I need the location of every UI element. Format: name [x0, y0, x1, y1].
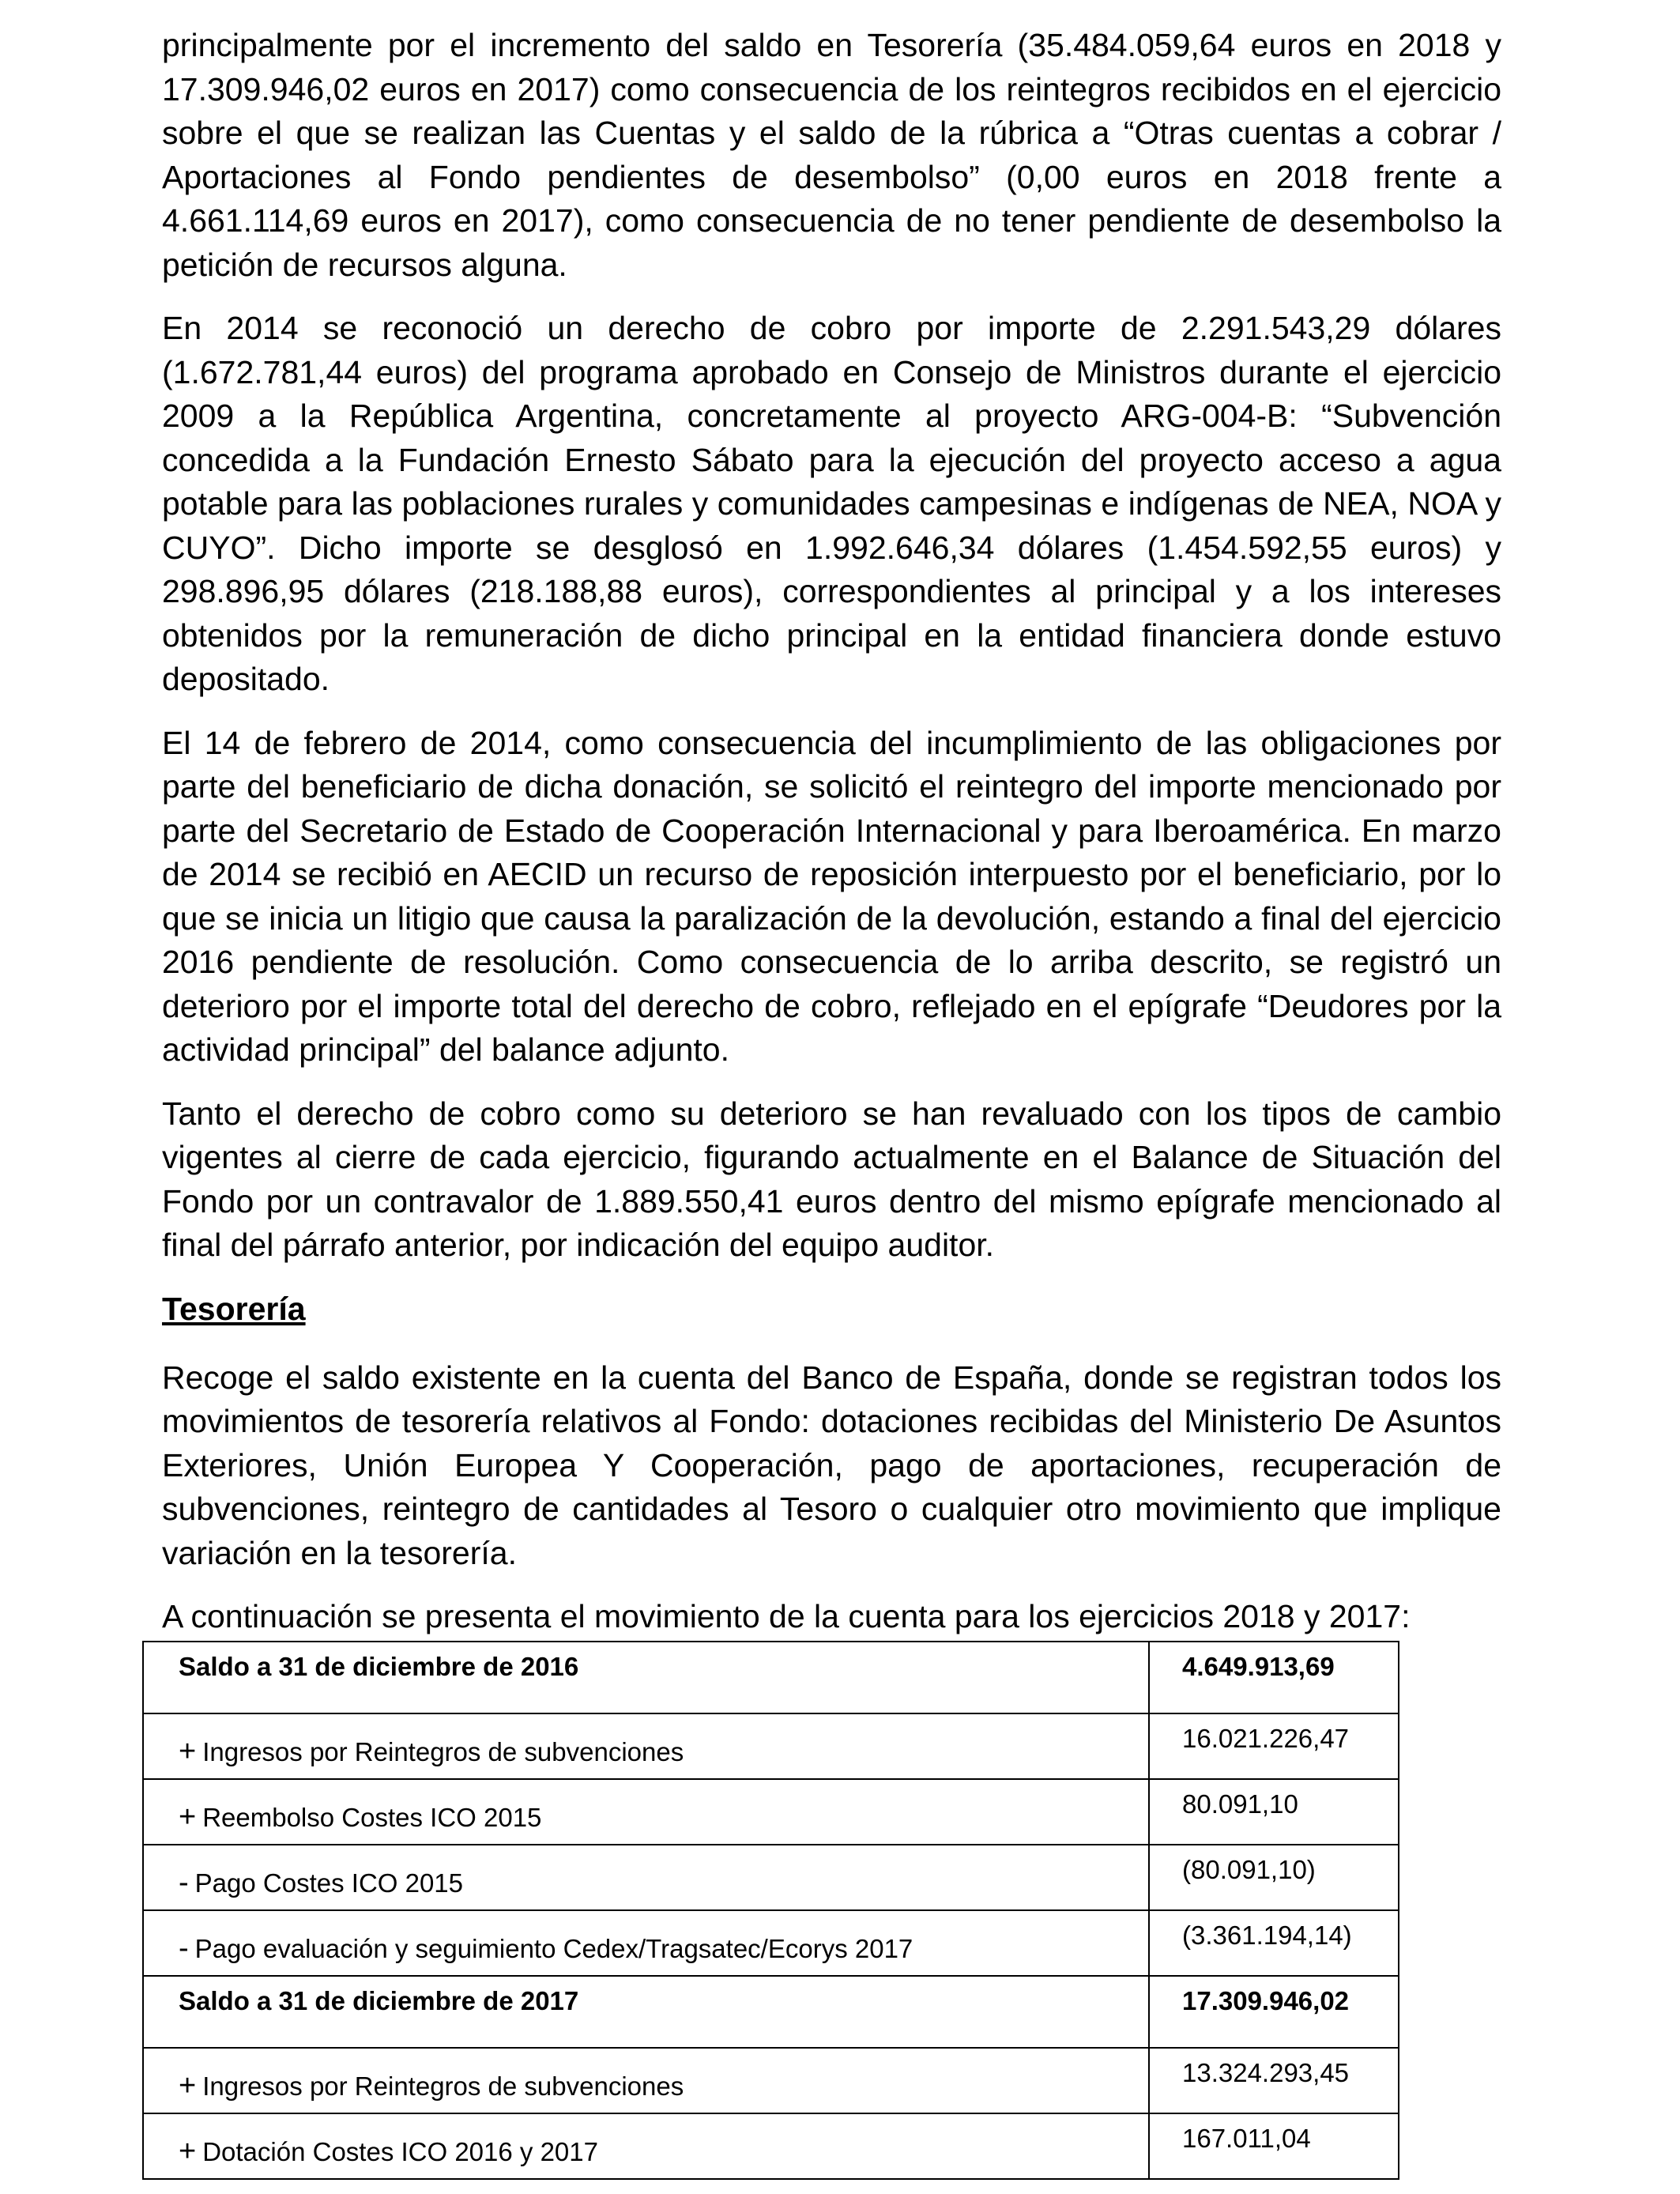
row-value: 4.649.913,69 — [1149, 1642, 1399, 1713]
row-value: (80.091,10) — [1149, 1845, 1399, 1910]
row-label-text: Reembolso Costes ICO 2015 — [202, 1803, 542, 1832]
table-row — [143, 1910, 1399, 1976]
row-value: 17.309.946,02 — [1149, 1976, 1399, 2048]
row-sign: + — [179, 1800, 197, 1834]
row-label-text: Ingresos por Reintegros de subvenciones — [202, 2071, 684, 2101]
row-sign: - — [179, 1932, 189, 1965]
paragraph: principalmente por el incremento del saldo en Tesorería (35.484.059,64 euros en 2018 y 17.309.946,02 euros en 2017) como consecuencia de los reintegros recibidos en el ejercicio sobre el que se realizan las Cuentas y el saldo de la rúbrica a “Otras cuentas a cobrar / Aportaciones al Fondo pendientes de desembolso” (0,00 euros en 2018 frente a 4.661.114,69 euros en 2017), como consecuencia de no tener pendiente de desembolso la petición de recursos alguna. — [162, 27, 1501, 283]
row-value: (3.361.194,14) — [1149, 1910, 1399, 1976]
row-sign: + — [179, 2069, 197, 2102]
row-label — [143, 1779, 1149, 1845]
table-row — [143, 1713, 1399, 1779]
row-label-text: Dotación Costes ICO 2016 y 2017 — [202, 2137, 598, 2166]
row-value: 167.011,04 — [1149, 2113, 1399, 2179]
row-sign: + — [179, 1735, 197, 1768]
row-value: 13.324.293,45 — [1149, 2048, 1399, 2113]
document-page — [162, 24, 1501, 1646]
row-label — [143, 1713, 1149, 1779]
table-row — [143, 2113, 1399, 2179]
row-label — [143, 2048, 1149, 2113]
row-value: 16.021.226,47 — [1149, 1713, 1399, 1779]
table-intro: A continuación se presenta el movimiento de la cuenta para los ejercicios 2018 y 2017: — [162, 1598, 1411, 1634]
table-row — [143, 1642, 1399, 1713]
row-label-text: Saldo a 31 de diciembre de 2016 — [179, 1652, 579, 1681]
row-label — [143, 1642, 1149, 1713]
table-row — [143, 1845, 1399, 1910]
paragraph: Tanto el derecho de cobro como su deterioro se han revaluado con los tipos de cambio vigentes al cierre de cada ejercicio, figurando actualmente en el Balance de Situación del Fondo por un contravalor de 1.889.550,41 euros dentro del mismo epígrafe mencionado al final del párrafo anterior, por indicación del equipo auditor. — [162, 1095, 1501, 1263]
row-label — [143, 1976, 1149, 2048]
row-sign: + — [179, 2135, 197, 2168]
section-paragraph: Recoge el saldo existente en la cuenta del Banco de España, donde se registran todos los movimientos de tesorería relativos al Fondo: dotaciones recibidas del Ministerio De Asuntos Exteriores, Unión Europea Y Cooperación, pago de aportaciones, recuperación de subvenciones, reintegro de cantidades al Tesoro o cualquier otro movimiento que implique variación en la tesorería. — [162, 1359, 1501, 1571]
row-value: 80.091,10 — [1149, 1779, 1399, 1845]
row-label — [143, 2113, 1149, 2179]
table-row — [143, 2048, 1399, 2113]
treasury-movement-table — [142, 1641, 1399, 2180]
row-label — [143, 1845, 1149, 1910]
table-row — [143, 1779, 1399, 1845]
section-heading: Tesorería — [162, 1290, 306, 1327]
paragraph: El 14 de febrero de 2014, como consecuencia del incumplimiento de las obligaciones por parte del beneficiario de dicha donación, se solicitó el reintegro del importe mencionado por parte del Secretario de Estado de Cooperación Internacional y para Iberoamérica. En marzo de 2014 se recibió en AECID un recurso de reposición interpuesto por el beneficiario, por lo que se inicia un litigio que causa la paralización de la devolución, estando a final del ejercicio 2016 pendiente de resolución. Como consecuencia de lo arriba descrito, se registró un deterioro por el importe total del derecho de cobro, reflejado en el epígrafe “Deudores por la actividad principal” del balance adjunto. — [162, 724, 1501, 1068]
row-label-text: Pago Costes ICO 2015 — [194, 1868, 464, 1898]
row-label — [143, 1910, 1149, 1976]
row-label-text: Ingresos por Reintegros de subvenciones — [202, 1737, 684, 1766]
table-body — [143, 1642, 1399, 2179]
row-label-text: Saldo a 31 de diciembre de 2017 — [179, 1986, 579, 2015]
table-row — [143, 1976, 1399, 2048]
row-sign: - — [179, 1866, 189, 1899]
row-label-text: Pago evaluación y seguimiento Cedex/Tragsatec/Ecorys 2017 — [194, 1934, 913, 1963]
paragraph: En 2014 se reconoció un derecho de cobro por importe de 2.291.543,29 dólares (1.672.781,44 euros) del programa aprobado en Consejo de Ministros durante el ejercicio 2009 a la República Argentina, concretamente al proyecto ARG-004-B: “Subvención concedida a la Fundación Ernesto Sábato para la ejecución del proyecto acceso a agua potable para las poblaciones rurales y comunidades campesinas e indígenas de NEA, NOA y CUYO”. Dicho importe se desglosó en 1.992.646,34 dólares (1.454.592,55 euros) y 298.896,95 dólares (218.188,88 euros), correspondientes al principal y a los intereses obtenidos por la remuneración de dicho principal en la entidad financiera donde estuvo depositado. — [162, 310, 1501, 697]
